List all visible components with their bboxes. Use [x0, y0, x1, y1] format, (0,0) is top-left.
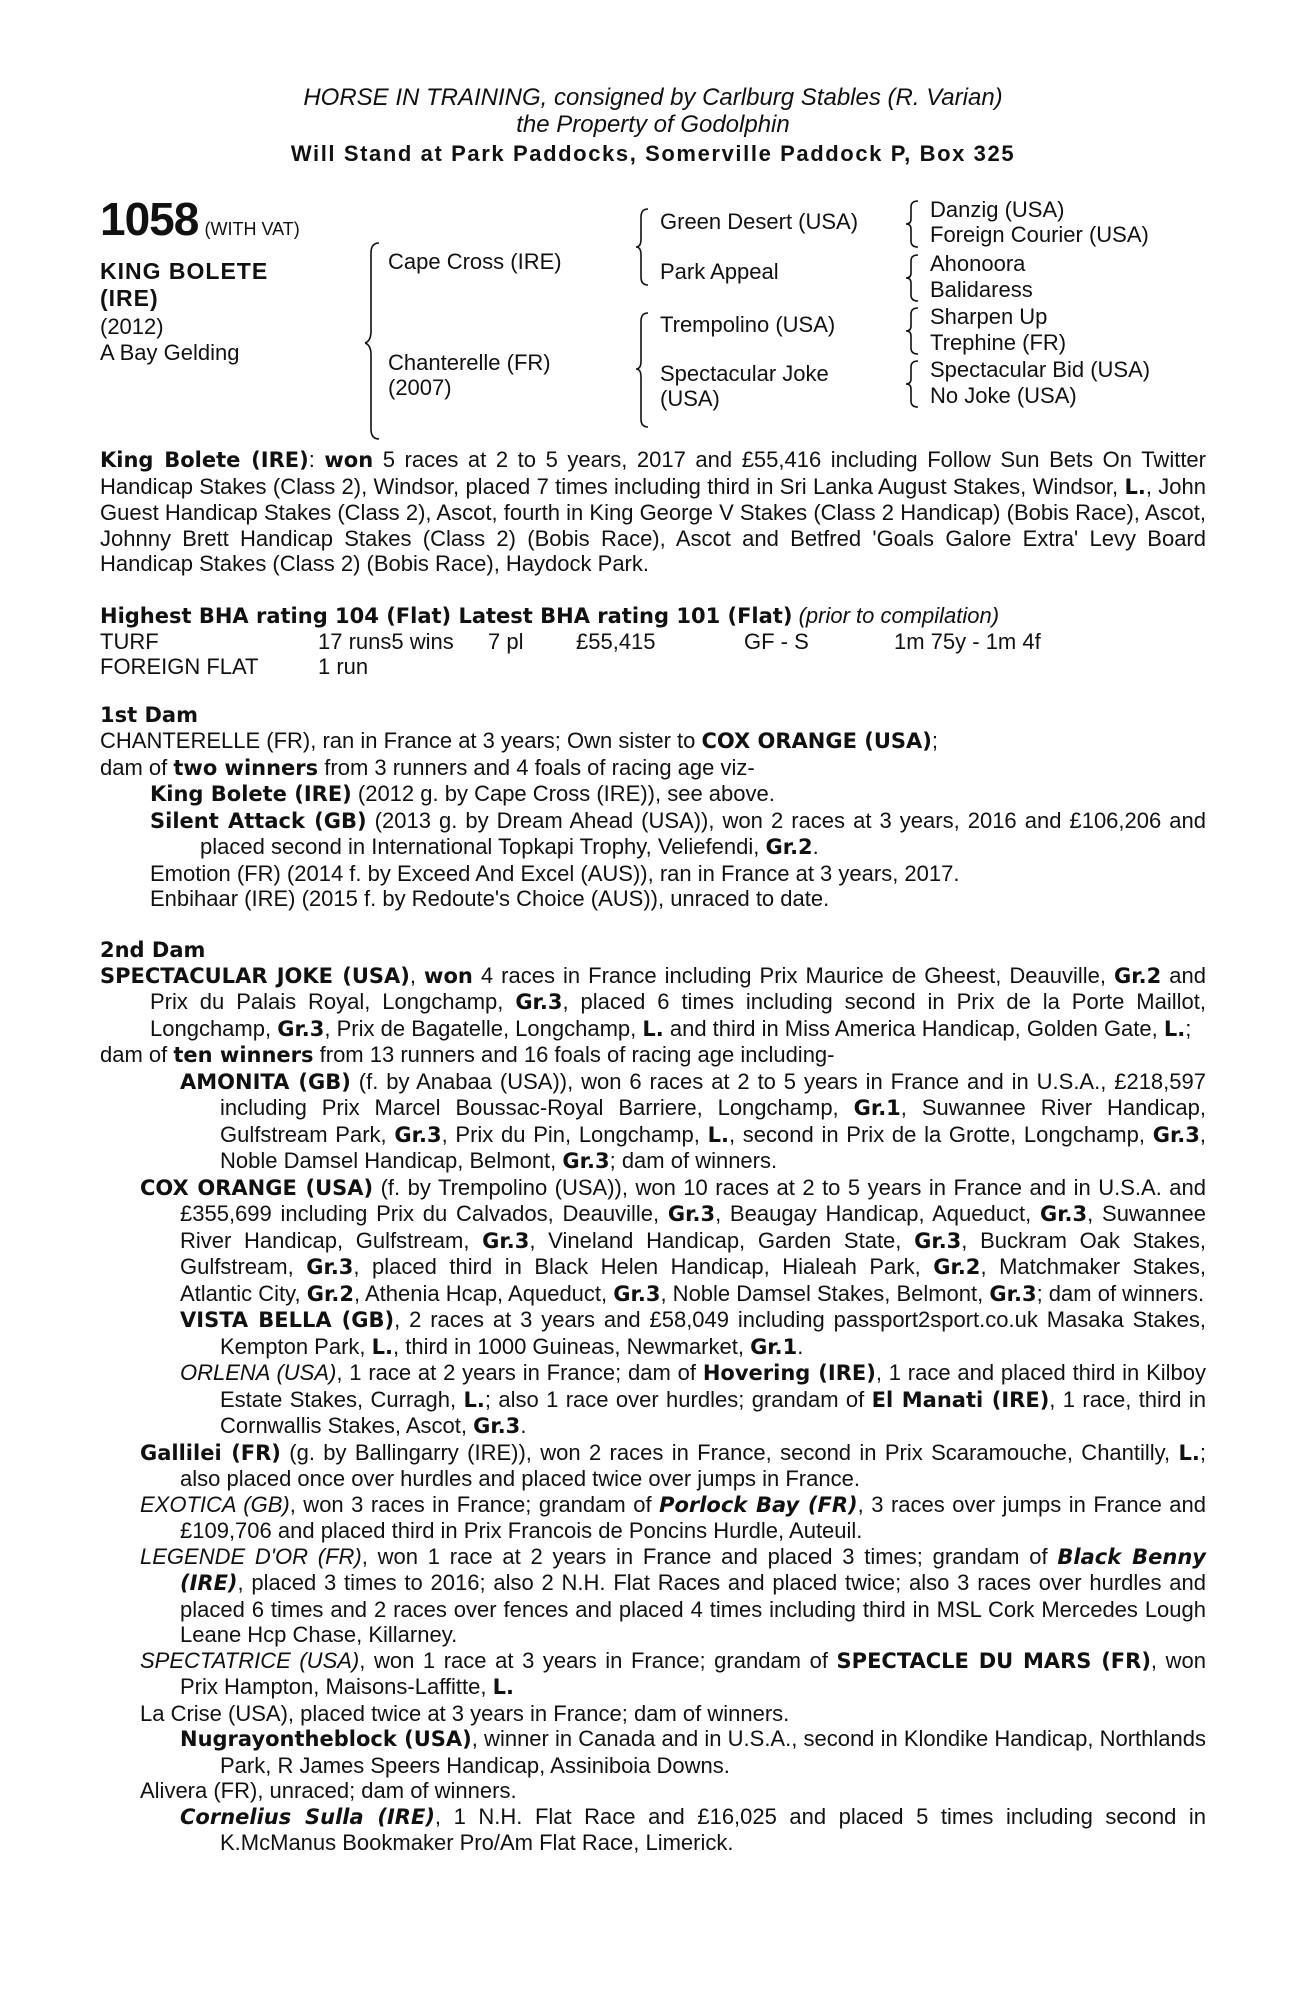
- gr: Gr.3: [515, 990, 563, 1014]
- listed: L.: [371, 1334, 393, 1359]
- pedigree-table: [100, 193, 1206, 437]
- brace-g3-4: [906, 359, 920, 409]
- gr: Gr.2: [933, 1255, 981, 1279]
- seg: , 1 race at 2 years in France; dam of: [336, 1360, 703, 1385]
- produce-amonita: [100, 1069, 1206, 1175]
- lot-number-line: [100, 193, 300, 245]
- gr: Gr.3: [1152, 1122, 1200, 1147]
- produce-cox-orange: [100, 1175, 1206, 1308]
- t4: , Prix de Bagatelle, Longchamp,: [324, 1015, 643, 1041]
- produce-name: SPECTATRICE (USA): [140, 1647, 360, 1673]
- race-summary: King Bolete (IRE): won 5 races at 2 to 5 years, 2017 and £55,416 including Follow Sun Bets On Twitter Handicap Stakes (Class 2), Windsor, placed 7 times including third in Sri Lanka August Stakes, Windsor, L., John Guest Handicap Stakes (Class 2), Ascot, fourth in King George V Stakes (Class 2 Handicap) (Bobis Race), Ascot, Johnny Brett Handicap Stakes (Class 2) (Bobis Race), Ascot and Betfred 'Goals Galore Extra' Levy Board Handicap Stakes (Class 2) (Bobis Race), Haydock Park.: [100, 447, 1207, 576]
- produce-gallilei: [100, 1440, 1206, 1492]
- seg: , second in Prix de la Grotte, Longchamp,: [728, 1121, 1153, 1147]
- horse-description: A Bay Gelding: [100, 340, 240, 365]
- listed: L.: [642, 1016, 664, 1041]
- second-dam-produce-summary: [100, 1042, 1206, 1069]
- horse-year: (2012): [100, 314, 164, 339]
- produce-name: King Bolete (IRE): [150, 782, 352, 806]
- seg: , 1 N.H. Flat Race and £16,025 and placed 5 times including second in K.McManus Bookmaker Pro/Am Flat Race, Limerick.: [220, 1803, 1206, 1855]
- ratings-line: [100, 603, 1206, 630]
- produce-name: Cornelius Sulla (IRE): [180, 1804, 435, 1829]
- gr: Gr.1: [750, 1334, 798, 1359]
- gr: Gr.3: [394, 1122, 442, 1147]
- produce-name: SPECTACLE DU MARS (FR): [836, 1648, 1151, 1673]
- pedigree-dam-sire: Trempolino (USA): [660, 312, 836, 337]
- seg: , third in 1000 Guineas, Newmarket,: [393, 1333, 751, 1359]
- first-dam-damof-end: from 3 runners and 4 foals of racing age viz-: [318, 754, 755, 780]
- produce-exotica: [100, 1492, 1206, 1544]
- seg: , placed 3 times to 2016; also 2 N.H. Flat Races and placed twice; also 3 races over hurdles and placed 6 times and 2 races over fences and placed 4 times including third in MSL Cork Mercedes Lough Leane Hcp Chase, Killarney.: [180, 1570, 1206, 1647]
- pedigree-dam: Chanterelle (FR): [388, 350, 551, 375]
- first-dam-heading: 1st Dam: [100, 703, 198, 727]
- vat-label: (WITH VAT): [204, 219, 300, 239]
- property-line: the Property of Godolphin: [516, 111, 790, 138]
- seg: , won Prix Hampton, Maisons-Laffitte,: [180, 1647, 1206, 1699]
- seg: , Vineland Handicap, Garden State,: [529, 1227, 915, 1253]
- listed: L.: [707, 1122, 729, 1147]
- produce-enbihaar: Enbihaar (IRE) (2015 f. by Redoute's Choice (AUS)), unraced to date.: [150, 886, 830, 911]
- pedigree-dsd: Trephine (FR): [930, 330, 1067, 355]
- gr: Gr.1: [853, 1096, 901, 1120]
- first-dam-intro-text: CHANTERELLE (FR), ran in France at 3 years; Own sister to: [100, 728, 702, 753]
- seg: , Noble Damsel Stakes, Belmont,: [660, 1280, 990, 1306]
- catalogue-page: [100, 84, 1206, 1856]
- pedigree-sire-sire: Green Desert (USA): [660, 209, 859, 234]
- first-dam-damof: dam of: [100, 754, 174, 780]
- seg: (f. by Trempolino (USA)), won 10 races at 2 to 5 years in France and in U.S.A. and £355,699 including Prix du Calvados, Deauville,: [180, 1174, 1206, 1226]
- first-dam-sister: COX ORANGE (USA): [701, 729, 932, 753]
- summary-won: won: [324, 448, 374, 472]
- brace-g3-1: [906, 199, 920, 249]
- seg: , 1 race and placed third in Kilboy Estate Stakes, Curragh,: [220, 1360, 1207, 1412]
- produce-orlena: [100, 1360, 1206, 1440]
- seg: , won 1 race at 3 years in France; grandam of: [359, 1647, 837, 1673]
- ratings-highest: Highest BHA rating 104 (Flat) Latest BHA rating 101 (Flat): [100, 603, 793, 628]
- produce-name: Silent Attack (GB): [150, 808, 367, 833]
- second-dam-name: SPECTACULAR JOKE (USA): [100, 963, 410, 988]
- pedigree-ssd: Foreign Courier (USA): [930, 222, 1149, 247]
- foreign-runs: 1 run: [318, 654, 369, 679]
- produce-name: VISTA BELLA (GB): [180, 1308, 395, 1332]
- gr: Gr.3: [613, 1281, 661, 1306]
- second-dam-record: SPECTACULAR JOKE (USA), won 4 races in France including Prix Maurice de Gheest, Deauville, Gr.2 and Prix du Palais Royal, Longchamp, Gr.3, placed 6 times including second in Prix de la Porte Maillot, Longchamp, Gr.3, Prix de Bagatelle, Longchamp, L. and third in Miss America Handicap, Golden Gate, L.;: [100, 962, 1206, 1041]
- pedigree-ddd: No Joke (USA): [930, 383, 1077, 408]
- foreign-label: FOREIGN FLAT: [100, 654, 259, 679]
- brace-generation1: [365, 241, 381, 441]
- produce-name: Black Benny (IRE): [180, 1544, 1206, 1595]
- race-stats: [100, 629, 1206, 679]
- seg: , Suwannee River Handicap, Gulfstream Park,: [220, 1095, 1207, 1147]
- produce-legende-dor: [100, 1544, 1206, 1648]
- first-dam-produce-summary: [100, 755, 1206, 782]
- turf-earnings: £55,415: [576, 629, 656, 654]
- listed: L.: [492, 1675, 514, 1699]
- seg: , Beaugay Handicap, Aqueduct,: [715, 1201, 1040, 1226]
- seg: , won 1 race at 2 years in France and placed 3 times; grandam of: [361, 1543, 1058, 1569]
- turf-placed: 7 pl: [488, 629, 524, 654]
- summary-text: 5 races at 2 to 5 years, 2017 and £55,416 including Follow Sun Bets On Twitter Handicap Stakes (Class 2), Windsor, placed 7 times including third in Sri Lanka August Stakes, Windsor,: [100, 447, 1206, 499]
- produce-name: Porlock Bay (FR): [659, 1492, 858, 1517]
- produce-cornelius-sulla: [100, 1804, 1206, 1856]
- produce-silent-attack: [100, 808, 1206, 861]
- t5: and third in Miss America Handicap, Golden Gate,: [663, 1015, 1164, 1041]
- brace-g3-3: [906, 306, 920, 356]
- produce-text: (2013 g. by Dream Ahead (USA)), won 2 races at 3 years, 2016 and £106,206 and placed second in International Topkapi Trophy, Veliefendi,: [200, 807, 1206, 859]
- produce-la-crise: La Crise (USA), placed twice at 3 years in France; dam of winners.: [140, 1700, 790, 1726]
- seg: , won 3 races in France; grandam of: [289, 1491, 660, 1517]
- first-dam-intro: [100, 728, 1206, 755]
- t6: ;: [1185, 1015, 1192, 1041]
- produce-nugrayontheblock: [100, 1726, 1206, 1778]
- seg: .: [520, 1413, 527, 1438]
- seg: ; also placed once over hurdles and placed twice over jumps in France.: [180, 1439, 1206, 1491]
- listed: L.: [1163, 1016, 1186, 1041]
- produce-name: AMONITA (GB): [180, 1069, 351, 1094]
- turf-label: TURF: [100, 629, 159, 654]
- summary-text2: , John Guest Handicap Stakes (Class 2), Ascot, fourth in King George V Stakes (Class 2 Handicap) (Bobis Race), Ascot, Johnny Brett Handicap Stakes (Class 2) (Bobis Race), Ascot and Betfred 'Goals Galore Extra' Levy Board Handicap Stakes (Class 2) (Bobis Race), Haydock Park.: [100, 473, 1207, 576]
- produce-king-bolete: [100, 781, 1206, 808]
- seg: , Buckram Oak Stakes, Gulfstream,: [180, 1227, 1206, 1279]
- pedigree-sire: Cape Cross (IRE): [388, 249, 562, 274]
- pedigree-sss: Danzig (USA): [930, 197, 1065, 222]
- gr: Gr.2: [1114, 963, 1162, 988]
- gr: Gr.3: [914, 1228, 962, 1253]
- ratings-note: (prior to compilation): [798, 602, 1000, 628]
- gr: Gr.3: [306, 1255, 354, 1279]
- seg: , Suwannee River Handicap, Gulfstream,: [180, 1201, 1206, 1253]
- brace-g3-2: [906, 253, 920, 303]
- seg: , winner in Canada and in U.S.A., second in Klondike Handicap, Northlands Park, R James Speers Handicap, Assiniboia Downs.: [220, 1726, 1206, 1778]
- produce-end: .: [812, 834, 819, 859]
- lot-number: 1058: [100, 193, 199, 245]
- pedigree-dam-year: (2007): [388, 375, 452, 400]
- seg: , Prix du Pin, Longchamp,: [441, 1121, 708, 1147]
- gr: Gr.3: [277, 1016, 325, 1041]
- seg: , 2 races at 3 years and £58,049 including passport2sport.co.uk Masaka Stakes, Kempton Park,: [220, 1307, 1206, 1359]
- produce-name: Hovering (IRE): [702, 1361, 876, 1385]
- gr: Gr.3: [473, 1414, 521, 1438]
- produce-spectatrice: [100, 1648, 1206, 1701]
- summary-horse: King Bolete (IRE): [100, 448, 309, 472]
- seg: , placed third in Black Helen Handicap, Hialeah Park,: [353, 1254, 934, 1279]
- consignment-line: HORSE IN TRAINING, consigned by Carlburg Stables (R. Varian): [303, 84, 1003, 111]
- winners: ten winners: [173, 1043, 314, 1067]
- gr: Gr.3: [482, 1228, 530, 1253]
- gr: Gr.3: [667, 1202, 716, 1226]
- stand-line: Will Stand at Park Paddocks, Somerville Paddock P, Box 325: [290, 141, 1016, 166]
- t2: and Prix du Palais Royal, Longchamp,: [150, 962, 1206, 1014]
- pedigree-sdd: Balidaress: [930, 277, 1033, 302]
- produce-name: El Manati (IRE): [871, 1387, 1050, 1412]
- pedigree-dam-dam-line1: Spectacular Joke: [660, 361, 829, 386]
- produce-name: ORLENA (USA): [180, 1360, 337, 1385]
- second-dam-won: won: [424, 963, 473, 988]
- produce-name: Gallilei (FR): [140, 1440, 281, 1465]
- gr: Gr.2: [306, 1281, 354, 1306]
- pedigree-sire-dam: Park Appeal: [660, 259, 779, 284]
- seg: , Matchmaker Stakes, Atlantic City,: [180, 1254, 1206, 1306]
- produce-alivera: Alivera (FR), unraced; dam of winners.: [140, 1778, 517, 1803]
- turf-going: GF - S: [744, 629, 809, 654]
- damof: dam of: [100, 1042, 174, 1067]
- brace-sire-parents: [636, 207, 650, 287]
- horse-name-line2: (IRE): [100, 285, 159, 311]
- turf-distance: 1m 75y - 1m 4f: [894, 629, 1041, 654]
- seg: ; also 1 race over hurdles; grandam of: [484, 1386, 872, 1412]
- produce-name: LEGENDE D'OR (FR): [140, 1543, 362, 1569]
- seg: .: [797, 1333, 804, 1359]
- seg: ; dam of winners.: [609, 1148, 778, 1173]
- produce-name: COX ORANGE (USA): [140, 1175, 374, 1200]
- produce-text: (2012 g. by Cape Cross (IRE)), see above.: [351, 781, 775, 806]
- second-dam-heading: 2nd Dam: [100, 937, 206, 962]
- pedigree-sds: Ahonoora: [930, 251, 1026, 276]
- produce-vista-bella: [100, 1307, 1206, 1360]
- seg: , 3 races over jumps in France and £109,706 and placed third in Prix Francois de Poncins Hurdle, Auteuil.: [180, 1491, 1207, 1543]
- horse-name-line1: KING BOLETE: [100, 258, 269, 284]
- first-dam-winners: two winners: [173, 755, 319, 780]
- t1: 4 races in France including Prix Maurice de Gheest, Deauville,: [472, 962, 1115, 988]
- pedigree-dss: Sharpen Up: [930, 304, 1048, 329]
- seg: (g. by Ballingarry (IRE)), won 2 races in France, second in Prix Scaramouche, Chantilly,: [280, 1439, 1179, 1465]
- seg: ; dam of winners.: [1036, 1280, 1205, 1306]
- gr: Gr.3: [562, 1149, 610, 1173]
- pedigree-dds: Spectacular Bid (USA): [930, 357, 1151, 382]
- summary-listed: L.: [1124, 474, 1146, 499]
- seg: (f. by Anabaa (USA)), won 6 races at 2 to 5 years in France and in U.S.A., £218,597 including Prix Marcel Boussac-Royal Barriere, Longchamp,: [220, 1068, 1206, 1120]
- seg: , Athenia Hcap, Aqueduct,: [353, 1280, 614, 1306]
- listed: L.: [1178, 1440, 1200, 1465]
- gr: Gr.3: [1039, 1202, 1088, 1226]
- seg: , Noble Damsel Handicap, Belmont,: [220, 1121, 1207, 1173]
- seg: , 1 race, third in Cornwallis Stakes, Ascot,: [220, 1386, 1206, 1438]
- produce-grade: Gr.2: [765, 835, 813, 859]
- produce-name: Nugrayontheblock (USA): [180, 1727, 472, 1751]
- listed: L.: [463, 1387, 485, 1412]
- produce-amonita-text: [140, 1069, 1206, 1175]
- first-dam-intro-end: ;: [931, 728, 939, 753]
- produce-name: EXOTICA (GB): [140, 1491, 290, 1517]
- brace-dam-parents: [636, 311, 650, 429]
- produce-emotion: Emotion (FR) (2014 f. by Exceed And Excel (AUS)), ran in France at 3 years, 2017.: [150, 860, 960, 886]
- damof-end: from 13 runners and 16 foals of racing age including-: [313, 1042, 835, 1067]
- t3: , placed 6 times including second in Prix de la Porte Maillot, Longchamp,: [150, 989, 1206, 1041]
- pedigree-dam-dam-line2: (USA): [660, 386, 720, 411]
- turf-runs: 17 runs5 wins: [318, 629, 454, 654]
- gr: Gr.3: [989, 1281, 1037, 1306]
